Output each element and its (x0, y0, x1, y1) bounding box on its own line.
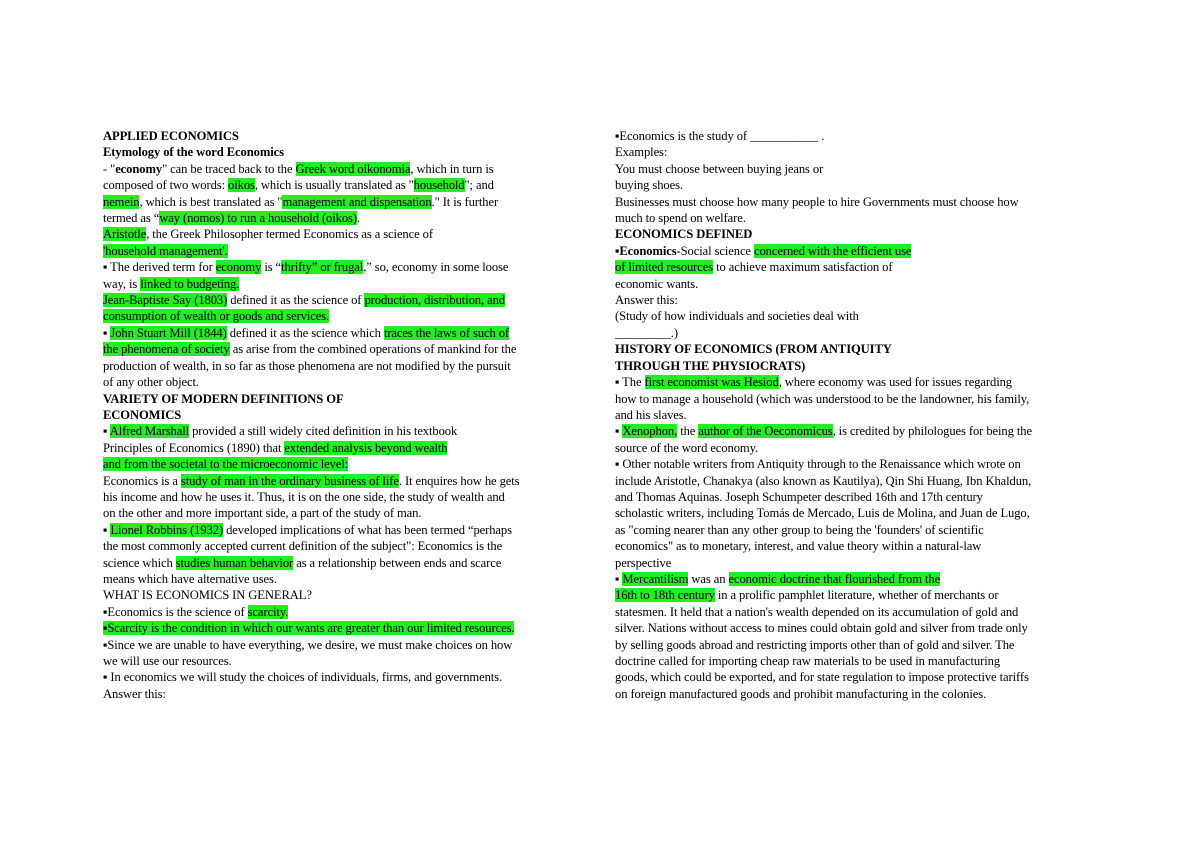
highlighted-text: scarcity. (247, 604, 289, 619)
highlighted-text: oikos (228, 178, 255, 193)
text-segment: how to manage a household (which was understood to be the landowner, his family, (615, 391, 1030, 406)
text-segment: perspective (615, 555, 672, 570)
text-line (103, 308, 588, 324)
text-segment: source of the word economy. (615, 440, 759, 455)
highlighted-text: studies human behavior (175, 555, 294, 570)
text-segment: by selling goods abroad and restricting imports other than of gold and silver. The (615, 637, 1015, 652)
text-line (103, 637, 588, 653)
highlighted-text: Greek word oikonomia (295, 161, 411, 176)
text-line (615, 587, 1101, 603)
text-line (103, 407, 588, 423)
text-line (615, 177, 1101, 193)
text-segment: on foreign manufactured goods and prohibit manufacturing in the colonies. (615, 686, 987, 701)
text-line (615, 308, 1101, 324)
highlighted-text: ▪Scarcity is the condition in which our wants are greater than our limited resources. (103, 621, 515, 636)
text-line (615, 669, 1101, 685)
text-segment: Answer this: (615, 293, 678, 308)
text-line (103, 604, 588, 620)
text-line (615, 538, 1101, 554)
text-segment: ▪Economics is the science of (103, 604, 248, 619)
text-segment: ▪ In economics we will study the choices of individuals, firms, and governments. (103, 670, 503, 685)
text-line (615, 604, 1101, 620)
text-segment: You must choose between buying jeans or (615, 161, 824, 176)
text-segment: , where economy was used for issues regarding (778, 375, 1012, 390)
text-segment: Economics is a (103, 473, 181, 488)
text-segment: scholastic writers, including Tomás de Mercado, Luis de Molina, and Juan de Lugo, (615, 506, 1030, 521)
text-segment: . It enquires how he gets (398, 473, 520, 488)
text-line (103, 276, 588, 292)
text-segment: developed implications of what has been termed “perhaps (223, 522, 512, 537)
highlighted-text: study of man in the ordinary business of life (180, 473, 399, 488)
text-line (615, 210, 1101, 226)
bold-text: THROUGH THE PHYSIOCRATS) (615, 358, 806, 373)
text-line (615, 358, 1101, 374)
text-line (103, 243, 588, 259)
text-line (615, 522, 1101, 538)
highlighted-text: household (413, 178, 465, 193)
text-line (103, 440, 588, 456)
highlighted-text: Mercantilism (622, 571, 689, 586)
text-line (615, 226, 1101, 242)
text-segment: statesmen. It held that a nation's wealth depended on its accumulation of gold and (615, 604, 1019, 619)
text-line (103, 538, 588, 554)
text-segment: as "coming nearer than any other group to being the 'founders' of scientific (615, 522, 984, 537)
text-line (103, 144, 588, 160)
text-segment: as arise from the combined operations of mankind for the (229, 342, 517, 357)
text-segment: ▪ The (615, 375, 645, 390)
text-line (615, 161, 1101, 177)
text-line (103, 374, 588, 390)
text-line (103, 653, 588, 669)
text-segment: buying shoes. (615, 178, 683, 193)
text-segment: to achieve maximum satisfaction of (713, 260, 893, 275)
text-segment: Principles of Economics (1890) that (103, 440, 285, 455)
text-line (615, 144, 1101, 160)
text-segment: economic wants. (615, 276, 699, 291)
text-segment: , which is best translated as " (139, 194, 283, 209)
text-line (615, 341, 1101, 357)
text-segment: (Study of how individuals and societies deal with (615, 309, 859, 324)
text-segment: . (356, 211, 360, 226)
text-line (103, 423, 588, 439)
text-segment: defined it as the science of (227, 293, 365, 308)
text-segment: WHAT IS ECONOMICS IN GENERAL? (103, 588, 312, 603)
highlighted-text: Lionel Robbins (1932) (110, 522, 224, 537)
text-line (615, 276, 1101, 292)
text-line (615, 292, 1101, 308)
text-segment: , which is usually translated as " (254, 178, 414, 193)
highlighted-text: thrifty” or frugal (281, 260, 364, 275)
highlighted-text: economic doctrine that flourished from the (728, 571, 941, 586)
highlighted-text: concerned with the efficient use (753, 243, 912, 258)
text-line (103, 669, 588, 685)
text-line (103, 522, 588, 538)
text-segment: as a relationship between ends and scarce (293, 555, 502, 570)
text-line (615, 637, 1101, 653)
text-segment: -Social science (676, 243, 754, 258)
text-segment: ▪ (103, 522, 111, 537)
highlighted-text: linked to budgeting. (140, 276, 240, 291)
text-segment: ,” so, economy in some loose (363, 260, 509, 275)
text-segment: composed of two words: (103, 178, 229, 193)
text-segment: doctrine called for importing cheap raw materials to be used in manufacturing (615, 654, 1001, 668)
text-segment: ▪ (103, 325, 111, 340)
highlighted-text: Xenophon, (622, 424, 678, 439)
text-line (615, 555, 1101, 571)
text-segment: Answer this: (103, 686, 166, 701)
highlighted-text: economy (215, 260, 262, 275)
text-segment: termed as “ (103, 211, 160, 226)
text-segment: _________.) (615, 325, 678, 340)
bold-text: ▪Economics (615, 243, 677, 258)
bold-text: HISTORY OF ECONOMICS (FROM ANTIQUITY (615, 342, 892, 357)
text-line (615, 620, 1101, 636)
text-line (103, 686, 588, 702)
bold-text: ECONOMICS (103, 407, 182, 422)
highlighted-text: management and dispensation (282, 194, 432, 209)
text-line (103, 128, 588, 144)
text-line (615, 653, 1101, 669)
text-segment: " can be traced back to the (162, 161, 296, 176)
text-segment: the (677, 424, 699, 439)
text-segment: his income and how he uses it. Thus, it is on the one side, the study of wealth and (103, 489, 505, 504)
right-column (615, 128, 1101, 702)
highlighted-text: of limited resources (615, 260, 714, 275)
text-line (103, 489, 588, 505)
text-segment: goods, which could be exported, and for state regulation to impose protective tariffs (615, 670, 1029, 685)
text-line (103, 391, 588, 407)
text-segment: science which (103, 555, 176, 570)
text-segment: ▪Since we are unable to have everything, we desire, we must make choices on how (103, 637, 513, 652)
highlighted-text: production, distribution, and (364, 293, 505, 308)
text-line (103, 177, 588, 193)
bold-text: economy (115, 161, 163, 176)
text-segment: ▪ Other notable writers from Antiquity through to the Renaissance which wrote on (615, 457, 1021, 472)
text-line (615, 325, 1101, 341)
text-segment: was an (688, 571, 729, 586)
highlighted-text: nemein (103, 194, 140, 209)
text-segment: ." It is further (431, 194, 499, 209)
text-line (103, 505, 588, 521)
highlighted-text: the phenomena of society (103, 342, 230, 357)
text-segment: ▪ (615, 424, 623, 439)
highlighted-text: Jean-Baptiste Say (1803) (103, 293, 228, 308)
text-line (103, 194, 588, 210)
text-segment: , is credited by philologues for being the (832, 424, 1032, 439)
text-segment: provided a still widely cited definition in his textbook (189, 424, 458, 439)
text-line (103, 587, 588, 603)
bold-text: Etymology of the word Economics (103, 145, 284, 160)
text-line (103, 555, 588, 571)
text-line (615, 391, 1101, 407)
text-segment: silver. Nations without access to mines could obtain gold and silver from trade only (615, 621, 1028, 636)
text-line (615, 407, 1101, 423)
text-segment: and his slaves. (615, 407, 687, 422)
text-segment: of any other object. (103, 375, 199, 390)
highlighted-text: author of the Oeconomicus (698, 424, 833, 439)
text-line (615, 194, 1101, 210)
text-segment: "; and (464, 178, 494, 193)
highlighted-text: 16th to 18th century (615, 588, 715, 603)
text-segment: on the other and more important side, a part of the study of man. (103, 506, 422, 521)
text-line (615, 505, 1101, 521)
text-segment: ▪Economics is the study of ___________ . (615, 129, 825, 143)
text-line (615, 440, 1101, 456)
text-line (103, 210, 588, 226)
text-segment: economics" as to monetary, interest, and value theory within a natural-law (615, 539, 982, 554)
text-segment: ▪ (103, 424, 110, 439)
text-line (615, 243, 1101, 259)
highlighted-text: 'household management'. (103, 243, 228, 258)
text-line (615, 128, 1101, 144)
highlighted-text: Alfred Marshall (109, 424, 190, 439)
text-segment: , the Greek Philosopher termed Economics as a science of (146, 227, 433, 242)
text-segment: much to spend on welfare. (615, 211, 746, 226)
text-line (615, 571, 1101, 587)
text-line (615, 423, 1101, 439)
text-line (103, 456, 588, 472)
highlighted-text: consumption of wealth or goods and services. (103, 309, 330, 324)
text-line (103, 341, 588, 357)
text-segment: defined it as the science which (226, 325, 384, 340)
highlighted-text: John Stuart Mill (1844) (110, 325, 227, 340)
left-column (103, 128, 588, 702)
text-segment: way, is (103, 276, 141, 291)
text-segment: ▪ (615, 571, 623, 586)
highlighted-text: extended analysis beyond wealth (284, 440, 448, 455)
text-line (103, 473, 588, 489)
text-line (103, 259, 588, 275)
text-line (103, 292, 588, 308)
text-line (103, 620, 588, 636)
text-segment: we will use our resources. (103, 654, 232, 668)
text-line (615, 374, 1101, 390)
text-line (103, 358, 588, 374)
text-line (103, 571, 588, 587)
text-line (103, 325, 588, 341)
text-line (615, 473, 1101, 489)
text-segment: Examples: (615, 145, 668, 160)
text-segment: Businesses must choose how many people to hire Governments must choose how (615, 194, 1019, 209)
highlighted-text: and from the societal to the microeconomic level: (103, 457, 349, 472)
bold-text: ECONOMICS DEFINED (615, 227, 753, 242)
text-segment: include Aristotle, Chanakya (also known as Kautilya), Qin Shi Huang, Ibn Khaldun, (615, 473, 1032, 488)
text-line (103, 161, 588, 177)
highlighted-text: way (nomos) to run a household (oikos) (159, 211, 357, 226)
text-line (103, 226, 588, 242)
text-segment: , which in turn is (410, 161, 494, 176)
bold-text: VARIETY OF MODERN DEFINITIONS OF (103, 391, 344, 406)
text-segment: means which have alternative uses. (103, 571, 277, 586)
text-line (615, 456, 1101, 472)
text-line (615, 686, 1101, 702)
bold-text: APPLIED ECONOMICS (103, 129, 239, 143)
highlighted-text: traces the laws of such of (383, 325, 509, 340)
text-segment: ▪ The derived term for (103, 260, 216, 275)
text-segment: is “ (261, 260, 282, 275)
text-segment: - " (103, 161, 116, 176)
text-line (615, 489, 1101, 505)
text-segment: the most commonly accepted current definition of the subject": Economics is the (103, 539, 503, 554)
text-segment: and Thomas Aquinas. Joseph Schumpeter described 16th and 17th century (615, 489, 983, 504)
text-segment: in a prolific pamphlet literature, whether of merchants or (714, 588, 999, 603)
highlighted-text: Aristotle (103, 227, 147, 242)
text-segment: production of wealth, in so far as those phenomena are not modified by the pursuit (103, 358, 511, 373)
highlighted-text: first economist was Hesiod (644, 375, 779, 390)
text-line (615, 259, 1101, 275)
